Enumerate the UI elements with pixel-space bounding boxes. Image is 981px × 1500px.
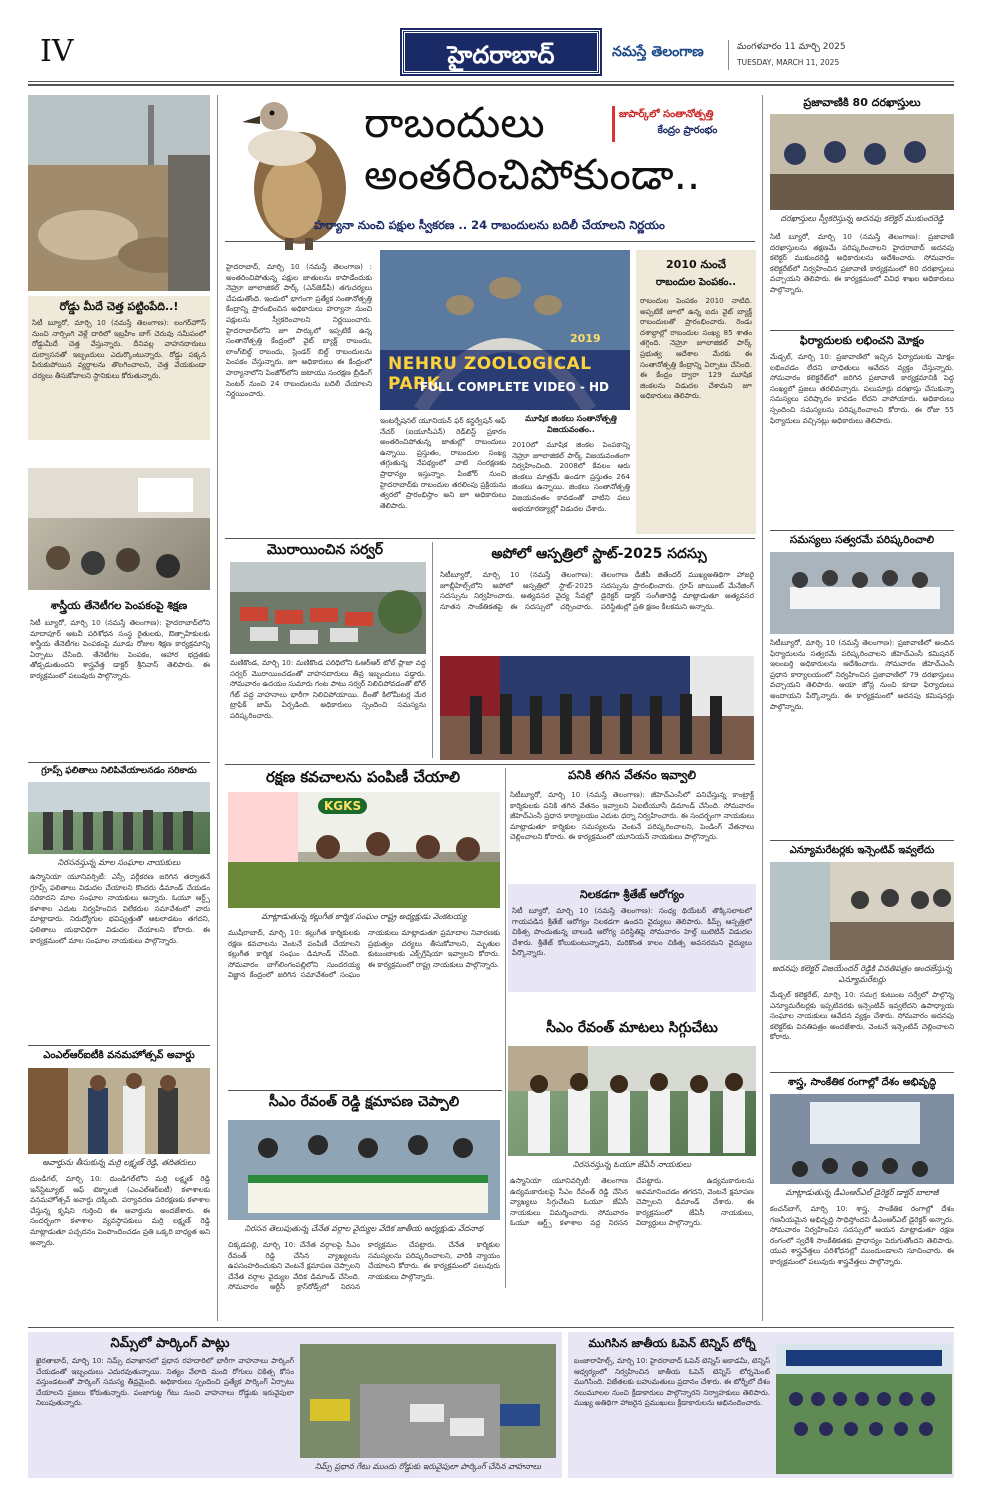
right4-headline: ఎన్యూమరేటర్లకు ఇన్సెంటివ్ ఇవ్వలేదు bbox=[789, 845, 935, 856]
right5-headline: శాస్త్ర, సాంకేతిక రంగాల్లో దేశం అభివృద్ధి bbox=[787, 1077, 937, 1088]
lead-subheadline: హర్యానా నుంచి పక్షుల స్వీకరణ .. 24 రాబందులను బదిలీ చేయాలని నిర్ణయం bbox=[314, 218, 665, 232]
traffic-jam-icon bbox=[230, 562, 426, 654]
right4-caption: అదనపు కలెక్టర్ విజయేందర్ రెడ్డికి వినతిపత్రం అందజేస్తున్న ఎన్యూమరేటర్లు bbox=[771, 964, 953, 984]
right3-body: సిటీబ్యూరో, మార్చి 10 (నమస్తే తెలంగాణ): ప్రజావాణిలో అందిన ఫిర్యాదులను సత్వరమే పరిష్కరించాలని జీహెచ్ఎంసీ కమిషనర్ ఇలంబర్తి అధికారులను ఆదేశించారు. సోమవారం జీహెచ్ఎంసీ ప్రధాన కార్యాలయంలో నిర్వహించిన ప్రజావాణిలో 79 దరఖాస్తులు వచ్చాయని తెలిపారు. ఆయా జోన్ల నుంచి కూడా ఫిర్యాదులు అందాయని పేర్కొన్నారు. ఈ కార్యక్రమంలో అదనపు కమిషనర్లు పాల్గొన్నారు. bbox=[770, 638, 954, 711]
lead-photo-caption-1: మూషిక జింకలు సంతానోత్పత్తి bbox=[525, 414, 617, 423]
dmrl-seminar-photo bbox=[770, 1094, 954, 1184]
protest-group-photo bbox=[28, 782, 210, 854]
nims-parking-photo bbox=[300, 1344, 556, 1458]
left3-caption: నిరసనస్తున్న మాల సంఘాల నాయకులు bbox=[57, 858, 181, 867]
bottom1-body: ఖైరతాబాద్, మార్చి 10: నిమ్స్ దవాఖానలో ప్రధాన రహదారిలో భారీగా వాహనాలు పార్కింగ్ చేయడంతో ఇబ్బందులు ఎదురవుతున్నాయి. నిత్యం వేలాది మంది రోగులు చికిత్స కోసం వస్తుండటంతో పార్కింగ్ సమస్య తీవ్రమైంది. అధికారులు స్పందించి ప్రత్యేక పార్కింగ్ ఏర్పాటు చేయాలని ప్రజలు కోరుతున్నారు. పంజాగుట్ట గేటు నుంచి వాహనాలు రోడ్డుకు ఇరువైపులా నిలుపుతున్నారు. bbox=[36, 1356, 294, 1408]
garbage-scene-icon bbox=[28, 95, 210, 291]
city-nameplate: హైదరాబాద్ bbox=[402, 30, 600, 74]
tennis-tournament-photo bbox=[776, 1344, 952, 1474]
kgks-meeting-photo bbox=[228, 792, 500, 908]
lead-box-headline-2: రాబందుల పెంపకం.. bbox=[655, 277, 737, 288]
left2-headline: శాస్త్రీయ తేనెటీగల పెంపకంపై శిక్షణ bbox=[50, 600, 188, 612]
right1-body: సిటీ బ్యూరో, మార్చి 10 (నమస్తే తెలంగాణ): ప్రజావాణి దరఖాస్తులను తక్షణమే పరిష్కరించాలని హైదరాబాద్ అదనపు కలెక్టర్ ముకుందరెడ్డి అధికారులను ఆదేశించారు. సోమవారం కలెక్టరేట్‌లో నిర్వహించిన ప్రజావాణి కార్యక్రమంలో 80 దరఖాస్తులు వచ్చాయని తెలిపారు. ఈ కార్యక్రమంలో వివిధ శాఖల అధికారులు పాల్గొన్నారు. bbox=[770, 232, 954, 294]
enumerators-photo bbox=[770, 862, 954, 960]
center2-body: సిటీబ్యూరో, మార్చి 10 (నమస్తే తెలంగాణ): జూబ్లీహిల్స్‌లోని అపోలో ఆస్పత్రిలో స్టాట్-2025 సదస్సును నిర్వహించారు. అత్యవసర వైద్య సేవల్లో నూతన సాంకేతికతపై ఈ సదస్సులో చర్చించారు. తెలంగాణ డీజీపీ జితేందర్ ముఖ్యఅతిథిగా హాజరై సదస్సును ప్రారంభించారు. గ్రూప్ జాయింట్ మేనేజింగ్ డైరెక్టర్ డాక్టర్ సంగీతారెడ్డి మాట్లాడుతూ అత్యవసర పరిస్థితుల్లో ప్రతి క్షణం కీలకమని అన్నారు. bbox=[440, 570, 754, 611]
garbage-road-photo bbox=[28, 95, 210, 291]
right1-caption: దరఖాస్తులు స్వీకరిస్తున్న అదనపు కలెక్టర్ ముకుందరెడ్డి bbox=[780, 214, 944, 223]
lead-column-3: 2010లో మూషిక జింకల పెంపకాన్ని నెహ్రూ జూలాజికల్ పార్క్ విజయవంతంగా నిర్వహించింది. 2008లో కేవలం ఆరు జింకలు మాత్రమే ఉండగా ప్రస్తుతం 264 జింకలు ఉన్నాయి. జింకలు సంతానోత్పత్తి విజయవంతం కావడంతో వాటిని పలు అభయారణ్యాల్లో విడుదల చేశారు. bbox=[512, 440, 630, 513]
toll-plaza-photo bbox=[230, 562, 426, 654]
conference-room-icon bbox=[770, 552, 954, 634]
beekeeping-training-photo bbox=[28, 468, 210, 590]
award-photo bbox=[28, 1068, 210, 1154]
lead-photo-caption bbox=[512, 414, 630, 436]
stage-group-icon bbox=[440, 656, 754, 760]
mid1-headline: పనికి తగిన వేతనం ఇవ్వాలి bbox=[567, 768, 697, 782]
left3-headline: గ్రూప్స్ ఫలితాలు నిలిపివేయాలనడం సరికాదు bbox=[41, 766, 197, 776]
left4-body: దుండిగల్, మార్చి 10: దుండిగల్‌లోని మర్రి లక్ష్మణ్ రెడ్డి ఇన్‌స్టిట్యూట్ ఆఫ్ టెక్నాలజీ (ఎంఎల్ఆర్ఐటీ) కళాశాలకు వనమహోత్సవ్ అవార్డు దక్కింది. పర్యావరణ పరిరక్షణకు కళాశాల చేస్తున్న కృషిని గుర్తించి ఈ అవార్డును అందజేశారు. ఈ సందర్భంగా కళాశాల వ్యవస్థాపకులు మర్రి లక్ష్మణ్ రెడ్డి మాట్లాడుతూ పచ్చదనం పెంపొందించడం ప్రతి ఒక్కరి బాధ్యత అని అన్నారు. bbox=[30, 1174, 210, 1247]
bottom1-headline: నిమ్స్‌లో పార్కింగ్ పాట్లు bbox=[110, 1336, 230, 1351]
lead-photo-caption-2: విజయవంతం.. bbox=[547, 425, 595, 434]
right2-body: మేడ్చల్, మార్చి 10: ప్రజావాణిలో ఇచ్చిన ఫిర్యాదులకు మోక్షం లభించడం లేదని బాధితులు ఆవేదన వ్యక్తం చేస్తున్నారు. సోమవారం కలెక్టరేట్‌లో జరిగిన ప్రజావాణి కార్యక్రమానికి పెద్ద సంఖ్యలో ప్రజలు తరలివచ్చారు. పలుమార్లు దరఖాస్తు చేసుకున్నా సమస్యలు పరిష్కారం కావడం లేదని వాపోయారు. అధికారులు స్పందించి సమస్యలను పరిష్కరించాలని కోరారు. ఈ రోజు 55 ఫిర్యాదులు వచ్చినట్లు అధికారులు తెలిపారు. bbox=[770, 352, 954, 425]
tennis-team-icon bbox=[776, 1344, 952, 1474]
right5-body: కంచన్‌బాగ్, మార్చి 10: శాస్త్ర, సాంకేతిక రంగాల్లో దేశం గణనీయమైన అభివృద్ధి సాధిస్తోందని డీఎంఆర్ఎల్ డైరెక్టర్ అన్నారు. సోమవారం నిర్వహించిన సదస్సులో ఆయన మాట్లాడుతూ రక్షణ రంగంలో స్వదేశీ సాంకేతికతకు ప్రాధాన్యం పెరుగుతోందని తెలిపారు. యువ శాస్త్రవేత్తలు పరిశోధనల్లో ముందుండాలని సూచించారు. ఈ కార్యక్రమంలో పలువురు శాస్త్రవేత్తలు పాల్గొన్నారు. bbox=[770, 1204, 954, 1266]
award-ceremony-icon bbox=[28, 1068, 210, 1154]
right5-caption: మాట్లాడుతున్న డీఎంఆర్ఎల్ డైరెక్టర్ డాక్టర్ బాలాజీ bbox=[785, 1188, 939, 1197]
center4-caption: నిరసన తెలుపుతున్న చేనేత వర్గాల వైద్యుల వేదిక జాతీయ అధ్యక్షుడు వేదనాథ bbox=[244, 1224, 484, 1233]
lead-box-headline-1: 2010 నుంచే bbox=[666, 258, 726, 271]
center2-headline: అపోలో ఆస్పత్రిలో స్టాట్-2025 సదస్సు bbox=[491, 546, 707, 562]
handloom-protest-photo bbox=[228, 1120, 500, 1220]
mid3-headline: సీఎం రేవంత్ మాటలు సిగ్గుచేటు bbox=[546, 1020, 718, 1036]
students-protest-icon bbox=[508, 1046, 756, 1156]
lead-headline-2: అంతరించిపోకుండా.. bbox=[364, 150, 701, 199]
center4-headline: సీఎం రేవంత్ రెడ్డి క్షమాపణ చెప్పాలి bbox=[268, 1094, 460, 1110]
mid2-body: సిటీ బ్యూరో, మార్చి 10 (నమస్తే తెలంగాణ): సంధ్య థియేటర్ తొక్కిసలాటలో గాయపడిన శ్రీతేజ్ ఆరోగ్యం నిలకడగా ఉందని వైద్యులు తెలిపారు. కిమ్స్ ఆస్పత్రిలో చికిత్స పొందుతున్న బాలుడి ఆరోగ్య పరిస్థితిపై సోమవారం హెల్త్ బులెటిన్ విడుదల చేశారు. శ్రీతేజ్ కోలుకుంటున్నాడని, మరికొంత కాలం చికిత్స అవసరమని వైద్యులు పేర్కొన్నారు. bbox=[512, 906, 752, 958]
seminar-hall-icon bbox=[770, 1094, 954, 1184]
right4-body: మేడ్చల్ కలెక్టరేట్, మార్చి 10: సమగ్ర కుటుంబ సర్వేలో పాల్గొన్న ఎన్యూమరేటర్లకు ఇప్పటివరకు ఇన్సెంటివ్ ఇవ్వలేదని ఉపాధ్యాయ సంఘాల నాయకులు ఆవేదన వ్యక్తం చేశారు. సోమవారం అదనపు కలెక్టర్‌కు వినతిపత్రం అందజేశారు. వెంటనే ఇన్సెంటివ్ చెల్లించాలని కోరారు. bbox=[770, 990, 954, 1042]
mid3-caption: నిరసనస్తున్న ఓయూ జేఏసీ నాయకులు bbox=[572, 1160, 692, 1169]
officials-desk-icon bbox=[770, 114, 954, 210]
left4-headline: ఎంఎల్ఆర్ఐటీకి వనమహోత్సవ్ అవార్డు bbox=[43, 1050, 195, 1061]
mid2-headline: నిలకడగా శ్రీతేజ్ ఆరోగ్యం bbox=[579, 888, 685, 901]
right2-headline: ఫిర్యాదులకు లభించని మోక్షం bbox=[799, 334, 925, 347]
lead-column-4: రాబందుల పెంపకం 2010 నాటిది. అప్పటికే జూలో ఉన్న ఐదు వైట్ బ్యాక్డ్ రాబందులతో ప్రారంభించారు. రెండు దశాబ్దాల్లో రాబందుల సంఖ్య 85 శాతం తగ్గింది. నెహ్రూ జూలాజికల్ పార్క్ ప్రభుత్వ ఆదేశాల మేరకు ఈ సంతానోత్పత్తి కేంద్రాన్ని ఏర్పాటు చేసింది. ఈ కేంద్రం ద్వారా 129 మూషిక జింకలను విడుదల చేశామని జూ అధికారులు తెలిపారు. bbox=[640, 296, 752, 401]
right3-headline: సమస్యలు సత్వరమే పరిష్కరించాలి bbox=[789, 534, 935, 546]
lead-headline-1: రాబందులు bbox=[364, 98, 545, 147]
left4-caption: అవార్డును తీసుకున్న మర్రి లక్ష్మణ్ రెడ్డి, తదితరులు bbox=[42, 1158, 196, 1167]
lead-column-2: ఇంటర్నేషనల్ యూనియన్ ఫర్ కన్జర్వేషన్ ఆఫ్ నేచర్ (ఐయూసీఎన్) రెడ్‌లిస్ట్ ప్రకారం అంతరించిపోతున్న జాతుల్లో రాబందులు ఉన్నాయి. ప్రస్తుతం, రాబందుల సంఖ్య తగ్గుతున్న నేపథ్యంలో వాటి సంరక్షణకు ప్రాధాన్యం ఇస్తున్నాం. పింజోర్ నుంచి హైదరాబాద్‌కు రాబందుల తరలింపు ప్రక్రియను త్వరలో ప్రారంభిస్తాం అని జూ అధికారులు తెలిపారు. bbox=[380, 416, 506, 510]
center1-body: మణికొండ, మార్చి 10: మణికొండ పరిధిలోని ఓఆర్ఆర్ టోల్ ప్లాజా వద్ద సర్వర్ మొరాయించడంతో వాహనదారులు తీవ్ర ఇబ్బందులు పడ్డారు. సోమవారం ఉదయం సుమారు గంట పాటు సర్వర్ నిలిచిపోవడంతో టోల్ గేట్ వద్ద వాహనాలు భారీగా నిలిచిపోయాయి. దీంతో కిలోమీటర్ల మేర ట్రాఫిక్ జామ్ ఏర్పడింది. అధికారులు స్పందించి సమస్యను పరిష్కరించారు. bbox=[230, 658, 426, 720]
left3-body: ఉస్మానియా యూనివర్సిటీ: ఎస్సీ వర్గీకరణ జరిగిన తర్వాతనే గ్రూప్స్ ఫలితాలు విడుదల చేయాలని కొందరు డిమాండ్ చేయడం సరికాదని మాల సంఘాల నాయకులు అన్నారు. ఓయూ ఆర్ట్స్ కళాశాల ఎదుట నిర్వహించిన విలేకరుల సమావేశంలో వారు మాట్లాడారు. నిరుద్యోగుల భవిష్యత్తుతో ఆటలాడటం తగదని, ఫలితాలు యథావిధిగా విడుదల చేయాలని కోరారు. ఈ కార్యక్రమంలో మాల సంఘాల నాయకులు పాల్గొన్నారు. bbox=[30, 872, 210, 945]
lead-kicker-box bbox=[612, 106, 760, 142]
ou-jac-photo bbox=[508, 1046, 756, 1156]
lead-column-1: హైదరాబాద్, మార్చి 10 (నమస్తే తెలంగాణ) : అంతరించిపోతున్న పక్షుల జాతులను కాపాడేందుకు నెహ్రూ జూలాజికల్ పార్క్ (ఎన్‌జెడ్‌పీ) తగుచర్యలు చేపడుతోంది. ఇందులో భాగంగా ప్రత్యేక సంతానోత్పత్తి కేంద్రాన్ని ప్రారంభించిన అధికారులు హర్యానా నుంచి పక్షులను స్వీకరించాలని నిర్ణయించారు. హైదరాబాద్‌లోని జూ పార్కులో ఇప్పటికే ఉన్న సంతానోత్పత్తి కేంద్రంలో వైట్ బ్యాక్డ్ రాబందు, లాంగ్‌బిల్డ్ రాబందు, స్లెండర్ బిల్డ్ రాబందులను పెంపకం చేస్తున్నారు. జూ అధికారులు ఈ కేంద్రంలో హర్యానాలోని పింజోర్‌లోని జటాయు సంరక్షణ బ్రీడింగ్ సెంటర్ నుంచి 24 రాబందులను బదిలీ చేయాలని నిర్ణయించారు. bbox=[226, 262, 372, 399]
center3-body: ముషీరాబాద్, మార్చి 10: కల్లుగీత కార్మికులకు రక్షణ కవచాలను వెంటనే పంపిణీ చేయాలని కల్లుగీత కార్మిక సంఘం డిమాండ్ చేసింది. సోమవారం బాగ్‌లింగంపల్లిలోని సుందరయ్య విజ్ఞాన కేంద్రంలో జరిగిన సమావేశంలో సంఘం నాయకులు మాట్లాడుతూ ప్రమాదాల నివారణకు ప్రభుత్వం చర్యలు తీసుకోవాలని, మృతుల కుటుంబాలకు ఎక్స్‌గ్రేషియా ఇవ్వాలని కోరారు. ఈ కార్యక్రమంలో రాష్ట్ర నాయకులు పాల్గొన్నారు. bbox=[228, 928, 500, 980]
left2-body: సిటీ బ్యూరో, మార్చి 10 (నమస్తే తెలంగాణ): హైదరాబాద్‌లోని మాదాపూర్ ఆటవీ పరిశోధన సంస్థ రైతులకు, ఔత్సాహికులకు శాస్త్రీయ తేనెటీగల పెంపకంపై మూడు రోజుల శిక్షణ కార్యక్రమాన్ని ఏర్పాటు చేసింది. తేనెటీగల పెంపకం, ఆహార భద్రతకు తోడ్పడుతుందని శాస్త్రవేత్త డాక్టర్ శ్రీనివాస్ తెలిపారు. ఈ కార్యక్రమంలో పలువురు పాల్గొన్నారు. bbox=[30, 618, 210, 680]
lead-kicker-2: కేంద్రం ప్రారంభం bbox=[657, 125, 718, 136]
paper-name: నమస్తే తెలంగాణ bbox=[612, 44, 704, 60]
bottom2-body: బంజారాహిల్స్, మార్చి 10: హైదరాబాద్ ఓపెన్ టెన్నిస్ అకాడమీ, టెన్నిస్ ఆధ్వర్యంలో నిర్వహించిన జాతీయ ఓపెన్ టెన్నిస్ టోర్నమెంట్ ముగిసింది. విజేతలకు బహుమతులు ప్రదానం చేశారు. ఈ టోర్నీలో దేశం నలుమూలల నుంచి క్రీడాకారులు పాల్గొన్నారని నిర్వాహకులు తెలిపారు. ముఖ్య అతిథిగా హాజరైన ప్రముఖులు క్రీడాకారులను అభినందించారు. bbox=[574, 1356, 770, 1408]
mid1-body: సిటీబ్యూరో, మార్చి 10 (నమస్తే తెలంగాణ): జీహెచ్ఎంసీలో పనిచేస్తున్న కాంట్రాక్ట్ కార్మికులకు పనికి తగిన వేతనం ఇవ్వాలని ఏఐటీయూసీ డిమాండ్ చేసింది. సోమవారం జీహెచ్ఎంసీ ప్రధాన కార్యాలయం ఎదుట ధర్నా నిర్వహించారు. ఈ సందర్భంగా నాయకులు మాట్లాడుతూ కార్మికుల సమస్యలను వెంటనే పరిష్కరించాలని, పెండింగ్ వేతనాలు చెల్లించాలని కోరారు. ఈ కార్యక్రమంలో యూనియన్ నాయకులు పాల్గొన్నారు. bbox=[510, 790, 754, 842]
bottom1-caption: నిమ్స్ ప్రధాన గేటు ముందు రోడ్డుకు ఇరువైపులా పార్కింగ్ చేసిన వాహనాలు bbox=[314, 1462, 542, 1471]
zoo-banner-title: NEHRU ZOOLOGICAL PARK bbox=[388, 354, 592, 394]
prajavani-photo bbox=[770, 114, 954, 210]
bottom2-headline: ముగిసిన జాతీయ ఓపెన్ టెన్నిస్ టోర్నీ bbox=[588, 1336, 756, 1350]
center1-headline: మొరాయించిన సర్వర్ bbox=[266, 542, 384, 558]
center3-caption: మాట్లాడుతున్న కల్లుగీత కార్మిక సంఘం రాష్ట్ర అధ్యక్షుడు వెంకటయ్య bbox=[261, 912, 467, 921]
zoo-banner-year: 2019 bbox=[570, 332, 601, 345]
center4-body: చిక్కడపల్లి, మార్చి 10: చేనేత వర్గాలపై సీఎం రేవంత్ రెడ్డి చేసిన వ్యాఖ్యలను ఉపసంహరించుకుని వెంటనే క్షమాపణ చెప్పాలని చేనేత వర్గాల వైద్యుల వేదిక డిమాండ్ చేసింది. సోమవారం ఆర్టీసీ క్రాస్‌రోడ్స్‌లో నిరసన కార్యక్రమం చేపట్టారు. చేనేత కార్మికుల సమస్యలను పరిష్కరించాలని, వారికి న్యాయం చేయాలని కోరారు. ఈ కార్యక్రమంలో పలువురు నాయకులు పాల్గొన్నారు. bbox=[228, 1240, 500, 1292]
center3-headline: రక్షణ కవచాలను పంపిణీ చేయాలి bbox=[265, 768, 460, 786]
parked-cars-icon bbox=[300, 1344, 556, 1458]
apollo-stage-photo bbox=[440, 656, 754, 760]
right1-headline: ప్రజావాణికి 80 దరఖాస్తులు bbox=[803, 96, 921, 109]
kgks-badge: KGKS bbox=[318, 798, 367, 814]
zoo-banner-subtitle: FULL COMPLETE VIDEO - HD bbox=[420, 380, 610, 394]
page-number: IV bbox=[40, 34, 74, 69]
classroom-scene-icon bbox=[28, 468, 210, 590]
ghmc-meeting-photo bbox=[770, 552, 954, 634]
lead-kicker-1: జుపార్క్‌లో సంతానోత్పత్తి bbox=[619, 109, 714, 120]
left1-body: సిటీ బ్యూరో, మార్చి 10 (నమస్తే తెలంగాణ): లంగర్‌హౌస్ నుంచి నార్సింగి వెళ్లే దారిలో ఇబ్రహీం బాగ్ చెరువు సమీపంలో రోడ్డుమీదే చెత్త వేస్తున్నారు. దీనివల్ల వాహనదారులు దుర్వాసనతో ఇబ్బందులు ఎదుర్కొంటున్నారు. రోడ్డు పక్కన పేరుకుపోయిన వ్యర్థాలను తొలగించాలని, చెత్త వేయకుండా చర్యలు తీసుకోవాలని స్థానికులు కోరుతున్నారు. bbox=[32, 318, 206, 380]
left1-headline: రోడ్డు మీదే చెత్త పట్టింపేది..! bbox=[59, 300, 179, 313]
group-people-icon bbox=[28, 782, 210, 854]
date-telugu: మంగళవారం 11 మార్చి 2025 bbox=[737, 42, 846, 52]
zoo-banner-photo bbox=[380, 250, 630, 410]
mid3-body: ఉస్మానియా యూనివర్సిటీ: తెలంగాణ ఉద్యమకారులపై సీఎం రేవంత్ రెడ్డి చేసిన వ్యాఖ్యలు సిగ్గుచేటని ఓయూ జేఏసీ నాయకులు విమర్శించారు. సోమవారం ఓయూ ఆర్ట్స్ కళాశాల వద్ద నిరసన చేపట్టారు. ఉద్యమకారులను అవమానించడం తగదని, వెంటనే క్షమాపణ చెప్పాలని డిమాండ్ చేశారు. ఈ కార్యక్రమంలో జేఏసీ నాయకులు, విద్యార్థులు పాల్గొన్నారు. bbox=[510, 1176, 754, 1228]
banner-protest-icon bbox=[228, 1120, 500, 1220]
date-english: TUESDAY, MARCH 11, 2025 bbox=[737, 58, 840, 67]
petition-handover-icon bbox=[770, 862, 954, 960]
